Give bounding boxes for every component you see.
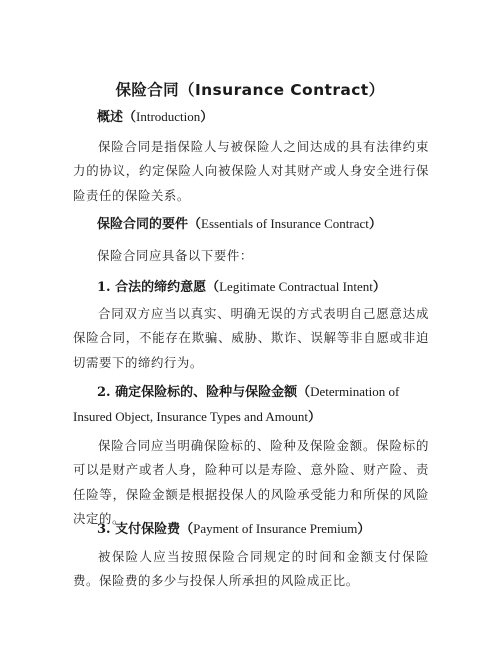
item3-heading-en: Payment of Insurance Premium — [193, 521, 358, 536]
item3-paragraph: 被保险人应当按照保险合同规定的时间和金额支付保险费。保险费的多少与投保人所承担的风险成正比。 — [73, 549, 429, 589]
essentials-heading-en: Essentials of Insurance Contract — [201, 216, 369, 231]
item1-heading-close: ） — [372, 280, 386, 295]
essentials-intro-line: 保险合同应具备以下要件： — [97, 248, 253, 263]
intro-heading-en: Introduction — [136, 109, 201, 124]
item3-heading — [97, 518, 370, 537]
item1-paragraph: 合同双方应当以真实、明确无误的方式表明自己愿意达成保险合同，不能存在欺骗、威胁、欺诈、误解等非自愿或非迫切需要下的缔约行为。 — [73, 306, 429, 370]
item1-heading-en: Legitimate Contractual Intent — [219, 279, 373, 294]
essentials-heading-close: ） — [368, 217, 382, 232]
item2-heading-cn: 2. 确定保险标的、险种与保险金额（ — [97, 385, 311, 400]
intro-paragraph: 保险合同是指保险人与被保险人之间达成的具有法律约束力的协议，约定保险人向被保险人对其财产或人身安全进行保险责任的保险关系。 — [73, 139, 429, 203]
item1-heading-cn: 1. 合法的缔约意愿（ — [97, 280, 220, 295]
item2-heading-close: ） — [307, 410, 321, 425]
item1-heading — [97, 276, 386, 295]
item3-heading-cn: 3. 支付保险费（ — [97, 522, 194, 537]
document-title: 保险合同（Insurance Contract） — [115, 81, 385, 99]
intro-heading — [97, 106, 213, 125]
item2-paragraph: 保险合同应当明确保险标的、险种及保险金额。保险标的可以是财产或者人身，险种可以是寿险、意外险、财产险、责任险等，保险金额是根据投保人的风险承受能力和所保的风险决定的。 — [73, 438, 429, 527]
item3-heading-close: ） — [357, 522, 371, 537]
intro-heading-close: ） — [200, 110, 214, 125]
intro-heading-cn: 概述（ — [97, 110, 137, 125]
item2-heading-en: Determination of Insured Object, Insurance Types and Amount — [73, 384, 400, 424]
item2-heading — [73, 380, 433, 430]
essentials-heading-cn: 保险合同的要件（ — [97, 217, 202, 232]
essentials-heading — [97, 213, 382, 232]
